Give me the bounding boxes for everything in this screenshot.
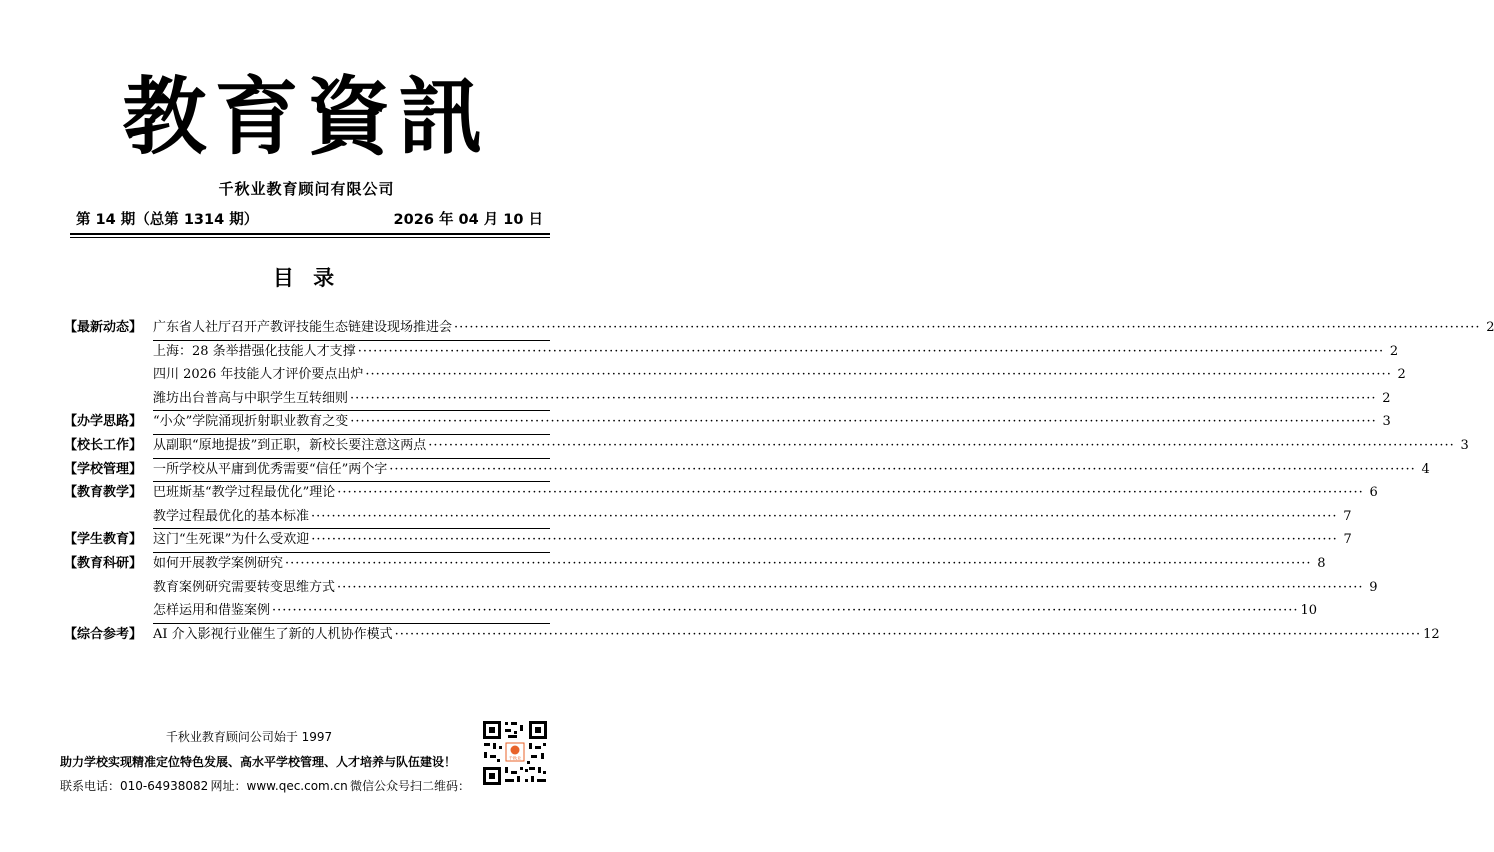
masthead-title: 教育資訊: [122, 67, 491, 166]
toc-item[interactable]: [64, 342, 1399, 366]
footer-website[interactable]: 网址：www.qec.com.cn: [210, 779, 348, 793]
toc-item[interactable]: [64, 460, 1430, 484]
toc-item-title: 潍坊出台普高与中职学生互转细则: [153, 390, 349, 406]
company-name: 千秋业教育顾问有限公司: [218, 180, 395, 198]
wechat-qr-code-icon[interactable]: [481, 719, 549, 787]
toc-leader: ········································································································································································································: [285, 555, 1312, 571]
toc-page-number: 3: [1382, 414, 1391, 430]
qr-badge-text: 千秋业: [508, 755, 522, 761]
toc-category: 【最新动态】: [64, 320, 143, 335]
toc-title: 目 录: [272, 266, 341, 290]
toc-category: 【学校管理】: [64, 461, 143, 477]
toc-leader: ········································································································································································································: [365, 367, 1392, 383]
toc-underline: [153, 434, 550, 435]
toc-underline: [153, 481, 550, 482]
toc-underline: [153, 340, 550, 341]
toc-page-number: 4: [1421, 461, 1430, 477]
toc-item-title: 如何开展教学案例研究: [153, 555, 284, 571]
toc-item-title: 上海：28 条举措强化技能人才支撑: [153, 343, 356, 359]
toc-item-title: 从副职“原地提拔”到正职，新校长要注意这两点: [153, 437, 427, 453]
toc-item-title: 四川 2026 年技能人才评价要点出炉: [153, 367, 364, 383]
toc-item-title: 巴班斯基“教学过程最优化”理论: [153, 485, 336, 501]
toc-item[interactable]: [64, 601, 1318, 625]
toc-leader: ········································································································································································································: [428, 437, 1455, 453]
toc-category: 【综合参考】: [64, 626, 143, 642]
issue-date: 2026 年 04 月 10 日: [393, 212, 543, 228]
toc-item[interactable]: [64, 318, 1494, 342]
toc-underline: [153, 410, 550, 411]
toc-item[interactable]: [64, 412, 1391, 436]
toc-page-number: 2: [1389, 343, 1399, 359]
toc-underline: [153, 458, 550, 459]
toc-leader: ········································································································································································································: [272, 603, 1299, 619]
toc-item[interactable]: [64, 507, 1352, 531]
toc-item[interactable]: [64, 389, 1391, 413]
toc-leader: ········································································································································································································: [357, 343, 1385, 359]
toc-item-title: “小众”学院涌现折射职业教育之变: [153, 414, 349, 430]
toc-page-number: 7: [1343, 508, 1352, 524]
toc-item-title: 教学过程最优化的基本标准: [153, 508, 310, 524]
toc-item-title: 一所学校从平庸到优秀需要“信任”两个字: [153, 461, 388, 477]
toc-item[interactable]: [64, 578, 1378, 602]
toc-leader: ········································································································································································································: [311, 532, 1338, 548]
footer-slogan: 助力学校实现精准定位特色发展、高水平学校管理、人才培养与队伍建设！: [60, 755, 457, 769]
toc-page-number: 12: [1423, 626, 1440, 642]
footer-founded: 千秋业教育顾问公司始于 1997: [165, 730, 333, 744]
header-rule-thin: [70, 237, 550, 238]
footer-contact: [60, 777, 470, 794]
toc-page-number: 10: [1300, 603, 1318, 619]
toc-leader: ········································································································································································································: [350, 414, 1377, 430]
toc-leader: ········································································································································································································: [350, 390, 1377, 406]
toc-page-number: 3: [1460, 437, 1469, 453]
toc-underline: [153, 528, 550, 529]
footer-phone: 联系电话：010-64938082: [60, 779, 209, 793]
toc-page-number: 9: [1369, 579, 1378, 595]
toc-page-number: 2: [1382, 390, 1391, 406]
toc-page-number: 8: [1317, 555, 1326, 571]
issue-number: 第 14 期（总第 1314 期）: [76, 212, 259, 228]
toc-item-title: AI 介入影视行业催生了新的人机协作模式: [153, 626, 393, 642]
toc-underline: [153, 623, 550, 624]
toc-category: 【办学思路】: [64, 414, 143, 430]
toc-category: 【校长工作】: [64, 437, 143, 453]
toc-leader: ········································································································································································································: [389, 461, 1416, 477]
toc-item-title: 教育案例研究需要转变思维方式: [153, 579, 336, 595]
header-rule: [70, 233, 550, 235]
toc-item-title: 怎样运用和借鉴案例: [153, 603, 271, 619]
toc-page-number: 6: [1369, 485, 1378, 501]
toc-leader: ········································································································································································································: [454, 320, 1481, 335]
table-of-contents: [64, 318, 1494, 648]
toc-leader: ········································································································································································································: [394, 626, 1422, 642]
toc-item[interactable]: [64, 365, 1406, 389]
toc-page-number: 7: [1343, 532, 1352, 548]
toc-item[interactable]: [64, 625, 1440, 649]
toc-item[interactable]: [64, 554, 1326, 578]
footer-wechat-label: 微信公众号扫二维码：: [349, 779, 470, 793]
toc-category: 【教育教学】: [64, 485, 143, 501]
toc-item-title: 这门“生死课”为什么受欢迎: [153, 532, 310, 548]
toc-item[interactable]: [64, 530, 1352, 554]
toc-leader: ········································································································································································································: [311, 508, 1338, 524]
toc-leader: ········································································································································································································: [337, 579, 1364, 595]
toc-category: 【学生教育】: [64, 532, 143, 548]
toc-page-number: 2: [1486, 320, 1494, 335]
toc-underline: [153, 552, 550, 553]
toc-page-number: 2: [1397, 367, 1406, 383]
toc-category: 【教育科研】: [64, 555, 143, 571]
toc-leader: ········································································································································································································: [337, 485, 1364, 501]
toc-item[interactable]: [64, 483, 1378, 507]
toc-item-title: 广东省人社厅召开产教评技能生态链建设现场推进会: [153, 320, 453, 335]
toc-item[interactable]: [64, 436, 1469, 460]
